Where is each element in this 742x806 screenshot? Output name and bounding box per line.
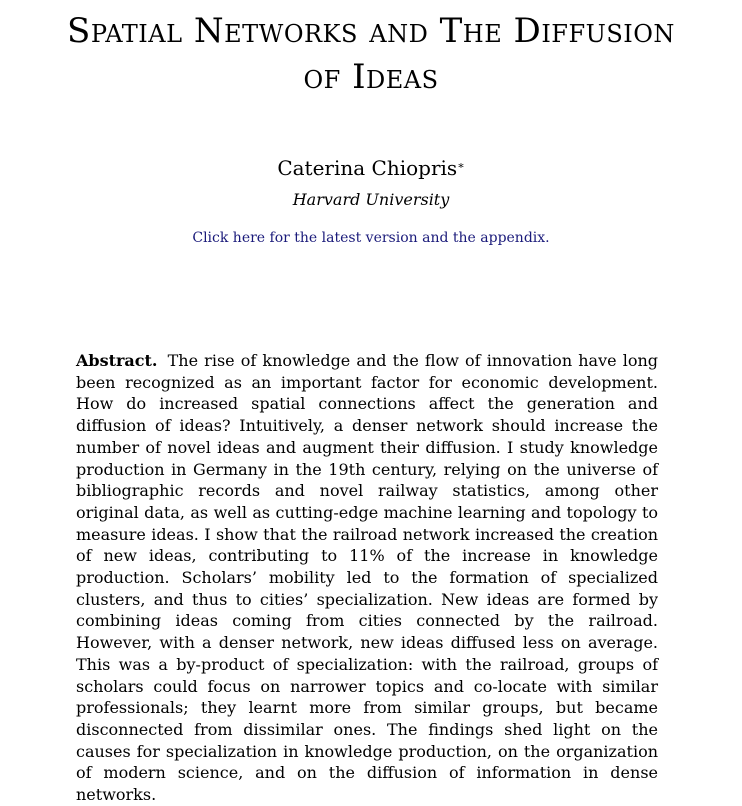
- author-name-text: Caterina Chiopris: [277, 156, 458, 180]
- author-affiliation: Harvard University: [292, 190, 450, 209]
- title-line-2: of Ideas: [303, 57, 439, 97]
- abstract-label: Abstract.: [76, 351, 158, 370]
- paper-title: [0, 8, 742, 100]
- latest-version-link[interactable]: Click here for the latest version and the appendix.: [192, 230, 550, 246]
- abstract-text: The rise of knowledge and the flow of innovation have long been recognized as an important factor for economic development. How do increased spatial connections affect the generation and diffusion of ideas? Intuitively, a denser network should increase the number of novel ideas and augment their diffusion. I study knowledge production in Germany in the 19th century, relying on the universe of bibliographic records and novel railway statistics, among other original data, as well as cutting-edge machine learning and topology to measure ideas. I show that the railroad network increased the creation of new ideas, contributing to 11% of the increase in knowledge production. Scholars’ mobility led to the formation of specialized clusters, and thus to cities’ specialization. New ideas are formed by combining ideas coming from cities connected by the railroad. However, with a denser network, new ideas diffused less on average. This was a by-product of specialization: with the railroad, groups of scholars could focus on narrower topics and co-locate with similar professionals; they learnt more from similar groups, but became disconnected from dissimilar ones. The findings shed light on the causes for specialization in knowledge production, on the organization of modern science, and on the diffusion of information in dense networks.: [76, 351, 658, 805]
- title-line-1: Spatial Networks and The Diffusion: [67, 11, 675, 51]
- author-footnote-mark: ∗: [457, 159, 465, 172]
- author-name: [0, 155, 742, 181]
- abstract: [76, 350, 658, 806]
